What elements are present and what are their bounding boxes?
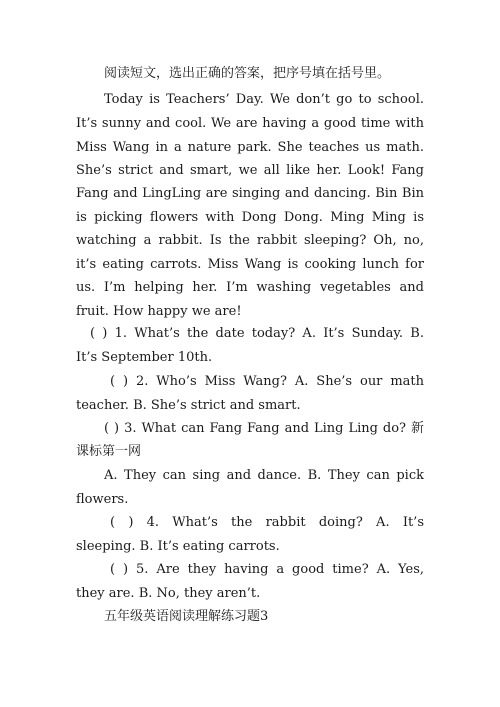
question-3-line-2: 课标第一网 (76, 444, 142, 459)
question-3-options-end: flowers. (76, 492, 129, 507)
question-4-line-1: ( ) 4. What’s the rabbit doing? A. It’s (110, 515, 424, 530)
question-5-line-1: ( ) 5. Are they having a good time? A. Yes, (110, 562, 424, 577)
question-3-line-1: ( ) 3. What can Fang Fang and Ling Ling do? 新 (104, 421, 424, 436)
footer-title: 五年级英语阅读理解练习题3 (104, 609, 269, 624)
question-2-line-2: teacher. B. She’s strict and smart. (76, 398, 301, 413)
passage-line: us. I’m helping her. I’m washing vegetables and (76, 280, 424, 295)
passage-line: Fang and LingLing are singing and dancing. Bin Bin (76, 186, 424, 201)
question-1-line-1: ( ) 1. What’s the date today? A. It’s Sunday. B. (90, 326, 424, 341)
passage-line: is picking flowers with Dong Dong. Ming Ming is (76, 210, 424, 225)
question-2-line-1: ( ) 2. Who’s Miss Wang? A. She’s our math (110, 374, 424, 389)
passage-line: fruit. How happy we are! (76, 304, 242, 319)
question-4-line-2: sleeping. B. It’s eating carrots. (76, 539, 280, 554)
passage-line: it’s eating carrots. Miss Wang is cooking lunch for (76, 257, 424, 272)
question-1-line-2: It’s September 10th. (76, 350, 213, 365)
passage-line: It’s sunny and cool. We are having a good time with (76, 116, 424, 131)
question-3-options: A. They can sing and dance. B. They can pick (104, 468, 424, 483)
passage-line: watching a rabbit. Is the rabbit sleeping? Oh, no, (76, 233, 424, 248)
passage-line: Today is Teachers’ Day. We don’t go to school. (104, 92, 424, 107)
passage-line: Miss Wang in a nature park. She teaches us math. (76, 140, 424, 155)
passage-line: She’s strict and smart, we all like her. Look! Fang (76, 163, 424, 178)
question-5-line-2: they are. B. No, they aren’t. (76, 586, 261, 601)
instruction-text: 阅读短文，选出正确的答案，把序号填在括号里。 (104, 66, 391, 81)
